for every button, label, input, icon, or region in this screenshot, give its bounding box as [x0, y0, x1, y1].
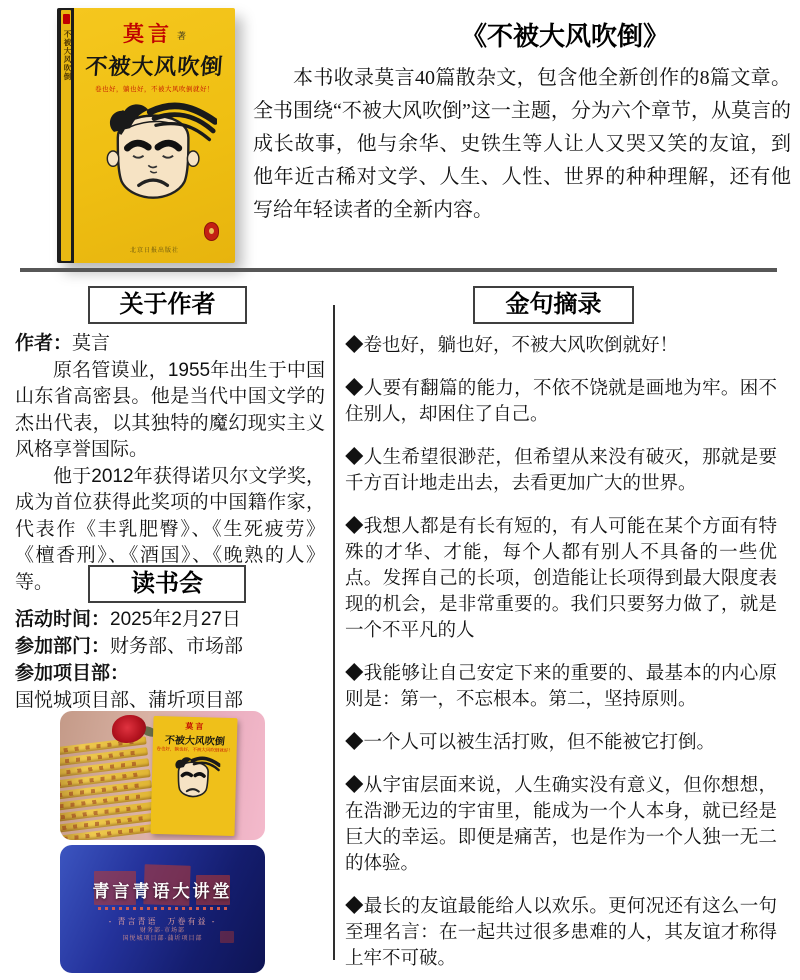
club-row — [15, 633, 327, 660]
mini-book-cover — [150, 716, 237, 836]
book-spine — [57, 8, 74, 263]
author-bio-paragraph: 原名管谟业，1955年出生于中国山东省高密县。他是当代中国文学的杰出代表，以其独特的魔幻现实主义风格享誉国际。 — [15, 359, 325, 460]
cover-tagline: 卷也好，躺也好，不被大风吹倒就好！ — [95, 86, 214, 93]
mini-face-icon — [167, 752, 220, 801]
quote-item: ◆一个人可以被生活打败，但不能被它打倒。 — [345, 731, 716, 752]
wind-blown-face-icon — [93, 95, 217, 207]
quote-item: ◆人要有翻篇的能力，不依不饶就是画地为牢。困不住别人，却困住了自己。 — [345, 377, 777, 424]
club-row — [15, 606, 327, 633]
mini-cover-title: 不被大风吹倒 — [164, 735, 226, 748]
photo-book-stack — [60, 711, 265, 840]
red-seal-icon — [204, 222, 219, 241]
club-row-label: 参加项目部： — [15, 663, 130, 684]
slide-dotted-divider — [98, 907, 228, 910]
horizontal-divider — [20, 268, 777, 272]
club-row-label: 参加部门： — [15, 636, 111, 657]
club-row — [15, 687, 327, 714]
vertical-divider — [333, 305, 335, 960]
mini-cover-tagline: 卷也好，躺也好，不被大风吹倒就好！ — [156, 746, 233, 754]
quotes-list — [345, 332, 777, 971]
spine-seal-icon — [63, 14, 70, 24]
mini-cover-author: 莫言 — [185, 721, 206, 732]
cover-author-row — [74, 18, 235, 48]
slide-footnote: 国悦城项目部·蒲圻项目部 — [122, 936, 203, 942]
quote-item: ◆人生希望很渺茫，但希望从来没有破灭，那就是要千方百计地走出去，去看更加广大的世界。 — [345, 446, 777, 493]
book-intro-paragraph: 本书收录莫言40篇散杂文，包含他全新创作的8篇文章。全书围绕“不被大风吹倒”这一主题，分为六个章节，从莫言的成长故事，他与余华、史铁生等人让人又哭又笑的友谊，到他年近古稀对文学、人生、人性、世界的种种理解，还有他写给年轻读者的全新内容。 — [253, 67, 791, 221]
photo-lecture-slide — [60, 845, 265, 973]
slide-footnote: 财务部·市场部 — [140, 928, 185, 934]
section-header-about-author — [88, 286, 247, 324]
page-title: 《不被大风吹倒》 — [460, 22, 669, 51]
club-row-value: 2025年2月27日 — [110, 609, 241, 630]
slide-subtitle: - 青言青语 万卷有益 - — [108, 917, 217, 926]
club-row — [15, 660, 327, 687]
author-bio-paragraph: 他于2012年获得诺贝尔文学奖，成为首位获得此奖项的中国籍作家，代表作《丰乳肥臀》、《生死疲劳》《檀香刑》、《酒国》、《晚熟的人》等。 — [15, 465, 325, 593]
spine-title: 不被大风吹倒 — [63, 30, 72, 81]
section-header-quotes — [473, 286, 634, 324]
slide-title: 青言青语大讲堂 — [92, 882, 233, 901]
quote-item: ◆我能够让自己安定下来的重要的、最基本的内心原则是：第一，不忘根本。第二，坚持原则。 — [345, 662, 777, 709]
about-author-label: 关于作者 — [119, 291, 216, 318]
book-club-label: 读书会 — [131, 570, 203, 597]
club-row-value: 国悦城项目部、蒲圻项目部 — [15, 690, 244, 711]
club-row-value: 财务部、市场部 — [110, 636, 244, 657]
book-club-info — [15, 606, 327, 714]
quote-item: ◆我想人都是有长有短的，有人可能在某个方面有特殊的才华、才能，每个人都有别人不具备的一些优点。发挥自己的长项，创造能让长项得到最大限度表现的机会，是非常重要的。我们只要努力做了，就是一个不平凡的人 — [345, 515, 777, 640]
quote-item: ◆最长的友谊最能给人以欢乐。更何况还有这么一句至理名言：在一起共过很多患难的人，其友谊才称得上牢不可破。 — [345, 895, 777, 968]
cover-author-name: 莫言 — [122, 22, 173, 46]
book-spines-stack — [60, 733, 158, 840]
club-row-label: 活动时间： — [15, 609, 111, 630]
quote-item: ◆卷也好，躺也好，不被大风吹倒就好！ — [345, 334, 679, 355]
author-info-block — [15, 331, 325, 596]
author-label: 作者： — [15, 333, 73, 354]
quotes-label: 金句摘录 — [505, 291, 602, 318]
book-cover-front — [74, 8, 235, 263]
book-cover — [57, 8, 235, 263]
cover-title: 不被大风吹倒 — [84, 54, 225, 79]
author-name: 莫言 — [72, 333, 111, 354]
cover-publisher: 北京日报出版社 — [129, 248, 179, 254]
quote-item: ◆从宇宙层面来说，人生确实没有意义，但你想想，在浩渺无边的宇宙里，能成为一个人本身，就已经是巨大的幸运。即便是痛苦，也是作为一个人独一无二的体验。 — [345, 774, 777, 873]
author-name-line — [15, 331, 325, 358]
cartoon-face-illustration — [74, 95, 235, 212]
cover-author-suffix: 著 — [176, 31, 186, 41]
